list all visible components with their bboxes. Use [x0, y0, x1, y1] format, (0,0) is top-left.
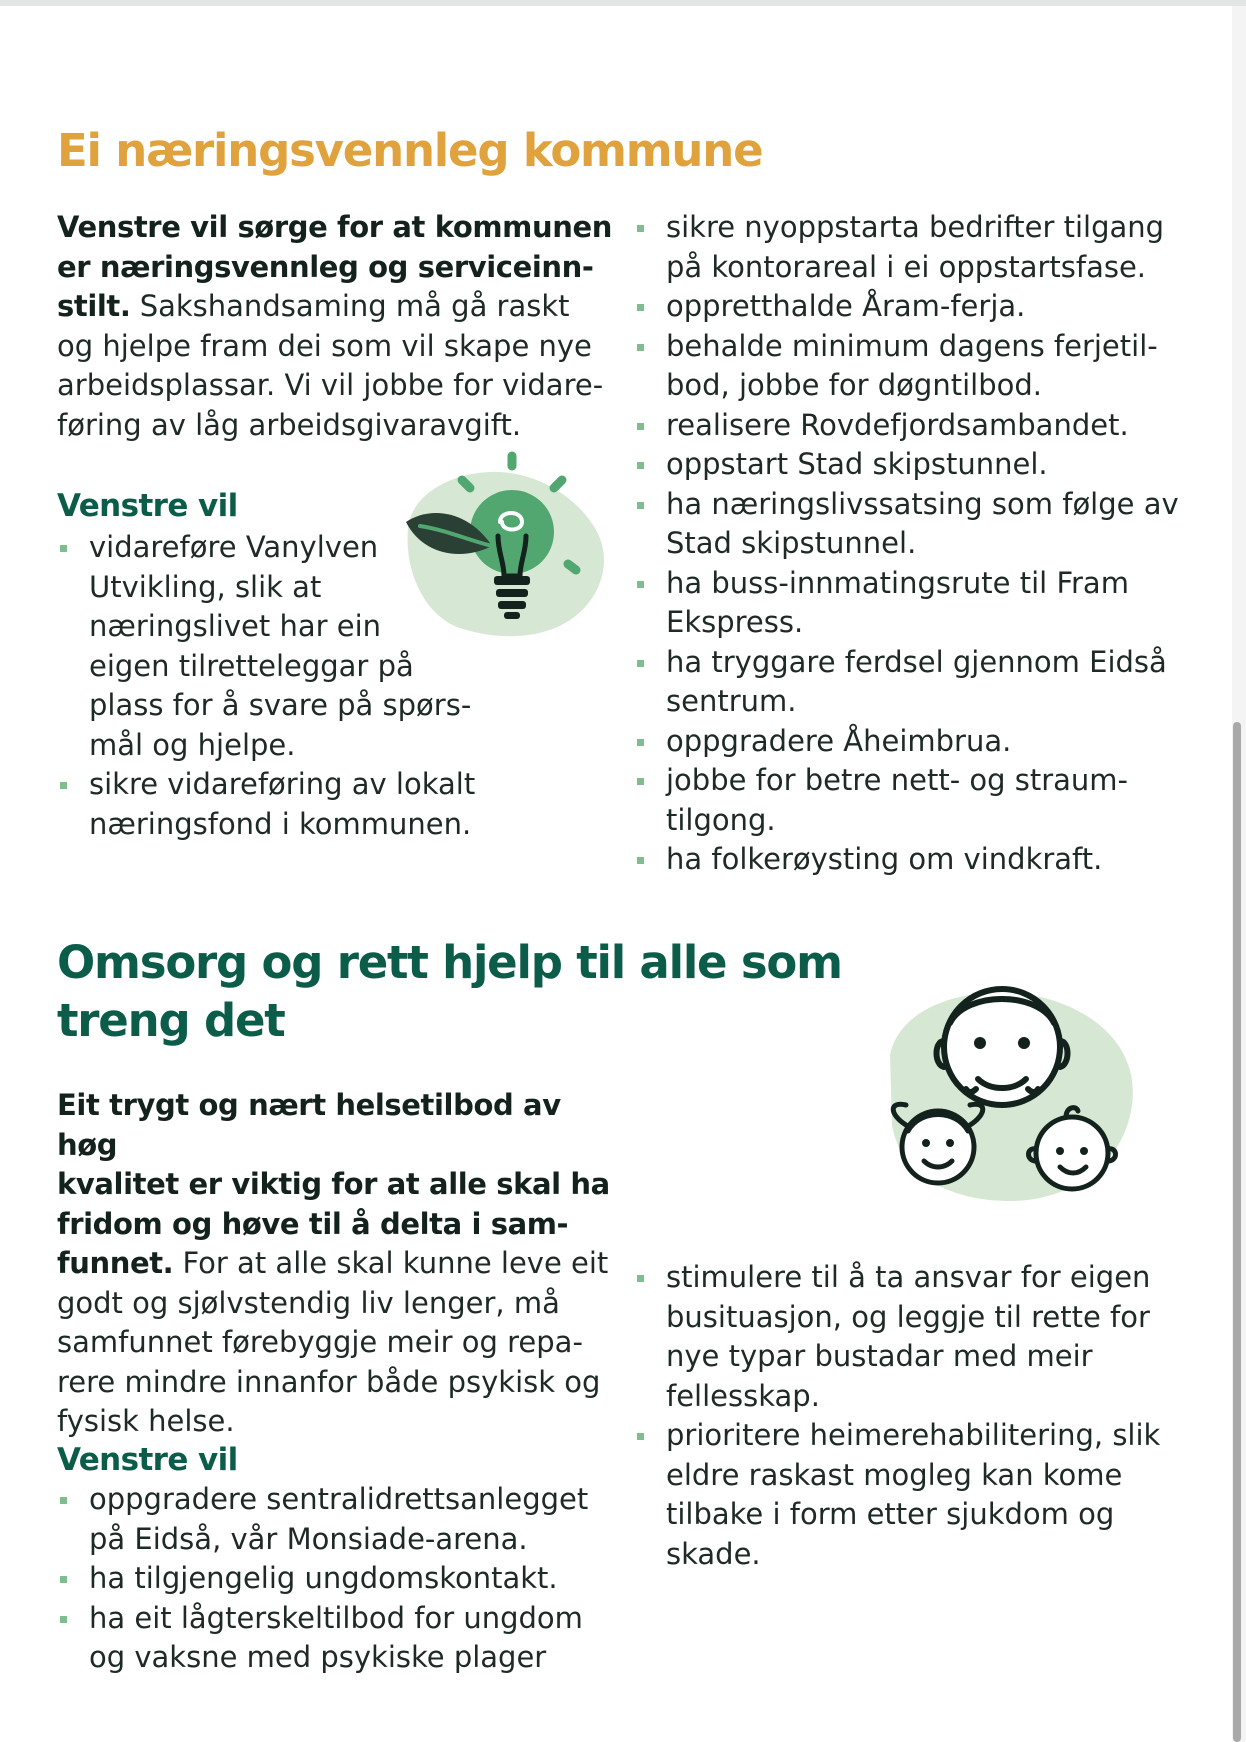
bullet-item [634, 208, 1194, 287]
section2-right-list [634, 1258, 1194, 1574]
intro-bold-text: stilt. [57, 289, 131, 323]
bullet-line: sikre vidareføring av lokalt [89, 767, 476, 801]
section2-title [57, 934, 857, 1050]
lightbulb-leaf-icon [400, 450, 620, 650]
bullet-line: vidareføre Vanylven [89, 530, 379, 564]
bullet-item [634, 1258, 1194, 1416]
intro-text: Sakshandsaming må gå raskt [130, 289, 570, 323]
intro-text: fysisk helse. [57, 1404, 235, 1438]
bullet-line: sentrum. [666, 684, 797, 718]
bullet-line: busituasjon, og leggje til rette for [666, 1299, 1150, 1334]
bullet-item [634, 287, 1194, 327]
intro-line [57, 1165, 617, 1205]
bullet-line: mål og hjelpe. [89, 727, 296, 762]
bullet-item [57, 1599, 617, 1678]
intro-line [57, 1284, 617, 1324]
intro-line [57, 208, 617, 248]
bullet-line: prioritere heimerehabilitering, slik [666, 1418, 1161, 1452]
bullet-item [634, 840, 1194, 880]
bullet-line: ha eit lågterskeltilbod for ungdom [89, 1600, 583, 1635]
section2-subheading: Venstre vil [57, 1442, 238, 1478]
intro-line [57, 1323, 617, 1363]
section1-subheading: Venstre vil [57, 488, 238, 524]
intro-line [57, 248, 617, 288]
top-divider [0, 0, 1246, 6]
bullet-line: ha folkerøysting om vindkraft. [666, 842, 1103, 876]
intro-line [57, 327, 617, 367]
bullet-line: skade. [666, 1536, 761, 1571]
bullet-line: Stad skipstunnel. [666, 526, 917, 560]
intro-bold-text: Eit trygt og nært helsetilbod av høg [57, 1088, 561, 1162]
bullet-line: eldre raskast mogleg kan kome [666, 1457, 1123, 1492]
bullet-line: Utvikling, slik at [89, 569, 322, 604]
bullet-line: tilbake i form etter sjukdom og [666, 1497, 1115, 1531]
bullet-line: nye typar bustadar med meir [666, 1339, 1093, 1373]
intro-line [57, 366, 617, 406]
intro-line [57, 1086, 617, 1165]
bullet-line: tilgong. [666, 802, 776, 837]
bullet-line: oppgradere Åheimbrua. [666, 723, 1012, 758]
intro-line [57, 406, 617, 446]
section1-intro [57, 208, 617, 445]
bullet-item [634, 1416, 1194, 1574]
section1-right-list [634, 208, 1194, 880]
bullet-line: næringslivet har ein [89, 609, 382, 643]
bullet-line: næringsfond i kommunen. [89, 806, 472, 841]
bullet-line: oppstart Stad skipstunnel. [666, 447, 1048, 481]
section2-left-list [57, 1480, 617, 1678]
bullet-line: på kontorareal i ei oppstartsfase. [666, 249, 1147, 284]
intro-text: rere mindre innanfor både psykisk og [57, 1364, 601, 1399]
family-faces-icon [880, 975, 1140, 1205]
bullet-item [634, 445, 1194, 485]
bullet-item [634, 327, 1194, 406]
intro-line [57, 287, 617, 327]
bullet-line: jobbe for betre nett- og straum- [666, 763, 1129, 797]
bullet-item [57, 765, 477, 844]
bullet-line: plass for å svare på spørs- [89, 688, 472, 722]
intro-text: og hjelpe fram dei som vil skape nye [57, 328, 592, 363]
intro-line [57, 1244, 617, 1284]
bullet-line: ha tilgjengelig ungdomskontakt. [89, 1561, 558, 1595]
bullet-item [634, 643, 1194, 722]
intro-text: samfunnet førebyggje meir og repa- [57, 1325, 583, 1359]
title-line: Omsorg og rett hjelp til alle som [57, 936, 842, 989]
bullet-item [634, 722, 1194, 762]
bullet-item [57, 1559, 617, 1599]
bullet-item [57, 1480, 617, 1559]
bullet-line: Ekspress. [666, 605, 804, 639]
intro-bold-text: funnet. [57, 1246, 174, 1280]
bullet-item [634, 406, 1194, 446]
intro-bold-text: kvalitet er viktig for at alle skal ha [57, 1167, 610, 1201]
bullet-line: bod, jobbe for døgntilbod. [666, 368, 1042, 402]
intro-text: For at alle skal kunne leve eit [173, 1246, 609, 1280]
section1-title: Ei næringsvennleg kommune [57, 124, 763, 177]
bullet-line: oppretthalde Åram-ferja. [666, 289, 1026, 323]
title-line: treng det [57, 994, 285, 1047]
intro-line [57, 1402, 617, 1442]
bullet-line: ha buss-innmatingsrute til Fram [666, 565, 1129, 600]
intro-text: føring av låg arbeidsgivaravgift. [57, 407, 522, 442]
bullet-line: på Eidså, vår Monsiade-arena. [89, 1521, 528, 1556]
bullet-line: sikre nyoppstarta bedrifter tilgang [666, 210, 1165, 244]
bullet-line: eigen tilretteleggar på [89, 648, 414, 683]
intro-bold-text: Venstre vil sørge for at kommunen [57, 210, 612, 244]
intro-line [57, 1363, 617, 1403]
section2-intro [57, 1086, 617, 1442]
bullet-item [634, 485, 1194, 564]
intro-bold-text: er næringsvennleg og serviceinn- [57, 249, 594, 284]
intro-text: godt og sjølvstendig liv lenger, må [57, 1285, 560, 1320]
intro-line [57, 1205, 617, 1245]
scrollbar-thumb[interactable] [1233, 722, 1241, 1742]
intro-text: arbeidsplassar. Vi vil jobbe for vidare- [57, 368, 604, 402]
bullet-line: stimulere til å ta ansvar for eigen [666, 1260, 1151, 1294]
bullet-line: behalde minimum dagens ferjetil- [666, 328, 1158, 363]
bullet-line: oppgradere sentralidrettsanlegget [89, 1482, 589, 1516]
bullet-line: ha tryggare ferdsel gjennom Eidså [666, 644, 1167, 679]
bullet-item [634, 761, 1194, 840]
bullet-line: fellesskap. [666, 1378, 820, 1413]
bullet-line: ha næringslivssatsing som følge av [666, 486, 1179, 521]
bullet-line: realisere Rovdefjordsambandet. [666, 407, 1129, 442]
bullet-item [634, 564, 1194, 643]
bullet-line: og vaksne med psykiske plager [89, 1640, 547, 1674]
intro-bold-text: fridom og høve til å delta i sam- [57, 1206, 569, 1241]
